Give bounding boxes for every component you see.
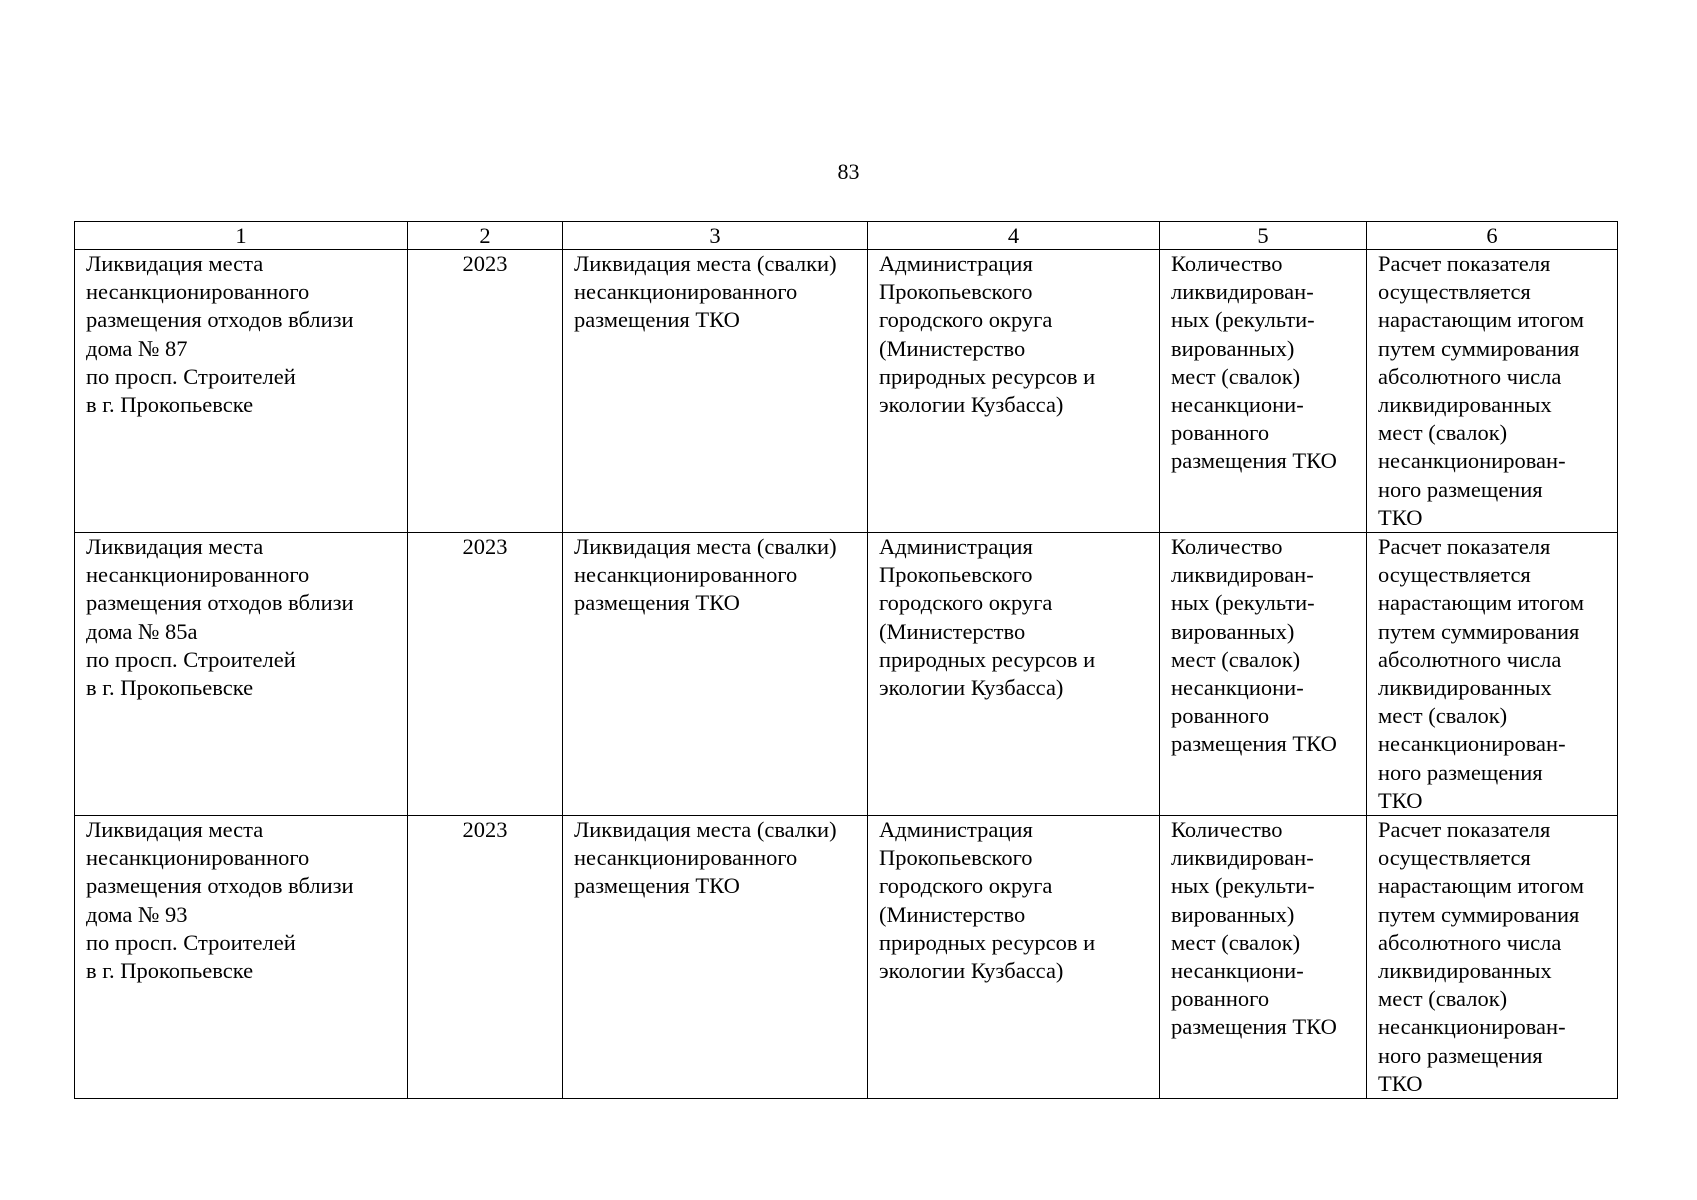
measures-table (74, 221, 1618, 1099)
table-row (75, 816, 1618, 1099)
calculation-method-cell: Расчет показателя осуществляется нарастающим итогом путем суммирования абсолютного числа ликвидированных мест (свалок) несанкционирован- ного размещения ТКО (1367, 250, 1618, 533)
column-header-2: 2 (408, 222, 563, 250)
column-header-5: 5 (1160, 222, 1367, 250)
indicator-cell: Количество ликвидирован- ных (рекульти- вированных) мест (свалок) несанкциони- рованного размещения ТКО (1160, 816, 1367, 1099)
responsible-cell: Администрация Прокопьевского городского округа (Министерство природных ресурсов и экологии Кузбасса) (868, 250, 1160, 533)
column-header-3: 3 (563, 222, 868, 250)
result-cell: Ликвидация места (свалки) несанкционированного размещения ТКО (563, 250, 868, 533)
year-cell: 2023 (408, 533, 563, 816)
measure-name-cell: Ликвидация места несанкционированного размещения отходов вблизи дома № 85а по просп. Строителей в г. Прокопьевске (75, 533, 408, 816)
responsible-cell: Администрация Прокопьевского городского округа (Министерство природных ресурсов и экологии Кузбасса) (868, 533, 1160, 816)
table-header-row (75, 222, 1618, 250)
measure-name-cell: Ликвидация места несанкционированного размещения отходов вблизи дома № 93 по просп. Строителей в г. Прокопьевске (75, 816, 408, 1099)
column-header-6: 6 (1367, 222, 1618, 250)
year-cell: 2023 (408, 816, 563, 1099)
table-row (75, 533, 1618, 816)
measure-name-cell: Ликвидация места несанкционированного размещения отходов вблизи дома № 87 по просп. Строителей в г. Прокопьевске (75, 250, 408, 533)
table-row (75, 250, 1618, 533)
calculation-method-cell: Расчет показателя осуществляется нарастающим итогом путем суммирования абсолютного числа ликвидированных мест (свалок) несанкционирован- ного размещения ТКО (1367, 816, 1618, 1099)
indicator-cell: Количество ликвидирован- ных (рекульти- вированных) мест (свалок) несанкциони- рованного размещения ТКО (1160, 533, 1367, 816)
column-header-4: 4 (868, 222, 1160, 250)
column-header-1: 1 (75, 222, 408, 250)
page-number: 83 (837, 159, 860, 184)
result-cell: Ликвидация места (свалки) несанкционированного размещения ТКО (563, 816, 868, 1099)
year-cell: 2023 (408, 250, 563, 533)
calculation-method-cell: Расчет показателя осуществляется нарастающим итогом путем суммирования абсолютного числа ликвидированных мест (свалок) несанкционирован- ного размещения ТКО (1367, 533, 1618, 816)
result-cell: Ликвидация места (свалки) несанкционированного размещения ТКО (563, 533, 868, 816)
responsible-cell: Администрация Прокопьевского городского округа (Министерство природных ресурсов и экологии Кузбасса) (868, 816, 1160, 1099)
indicator-cell: Количество ликвидирован- ных (рекульти- вированных) мест (свалок) несанкциони- рованного размещения ТКО (1160, 250, 1367, 533)
